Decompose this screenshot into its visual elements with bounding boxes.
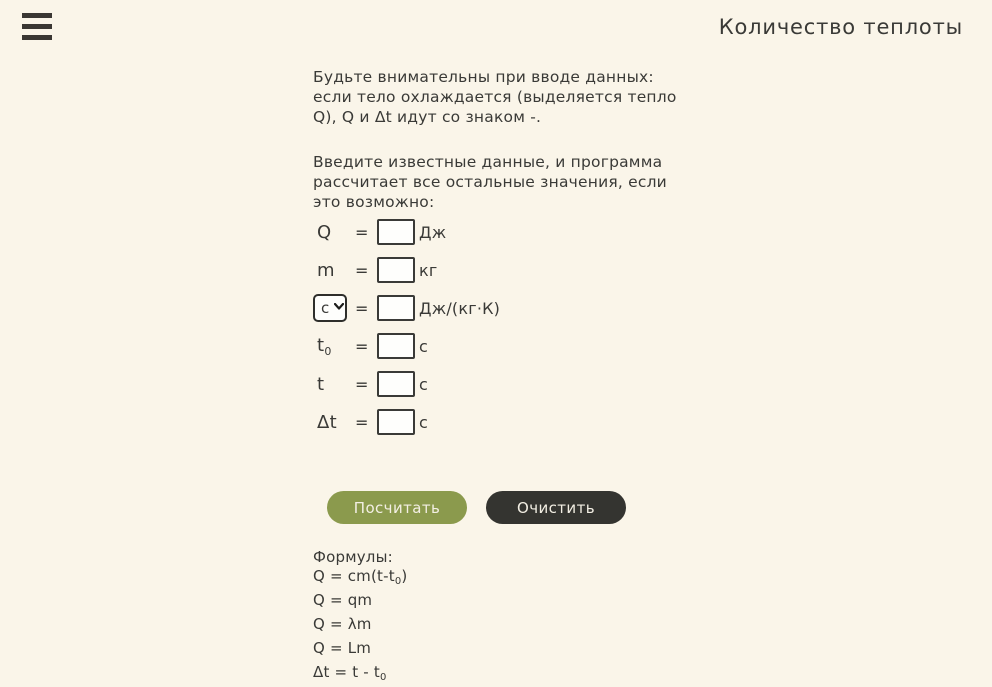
form-row-t0 [313,327,695,365]
formula-line: $\Delta t = t - t_0$ [313,663,387,683]
equals-sign: = [355,222,369,242]
m-label: m [317,259,335,281]
formula-line: Q = qm [313,591,373,609]
form-row-c [313,289,695,327]
formulas-block [313,548,407,687]
instruction-text: Введите известные данные, и программа рассчитает все остальные значения, если это возможно: [313,153,667,211]
menu-button[interactable] [22,13,52,40]
dt-unit: с [419,412,428,432]
t0-label: $t_0$ [317,334,332,358]
t0-unit: с [419,336,428,356]
t-input[interactable] [377,371,415,397]
c-input[interactable] [377,295,415,321]
warning-text: Будьте внимательны при вводе данных: если тело охлаждается (выделяется тепло Q), Q и Δt идут со знаком -. [313,68,677,126]
m-input[interactable] [377,257,415,283]
form-row-m [313,251,695,289]
equals-sign: = [355,412,369,432]
dt-label: Δt [317,411,337,433]
form-row-t [313,365,695,403]
formulas-heading: Формулы: [313,548,393,566]
c-select-wrap [313,294,347,322]
heat-form [313,213,695,441]
clear-button[interactable]: Очистить [486,491,626,524]
m-unit: кг [419,260,438,280]
t0-input[interactable] [377,333,415,359]
form-row-q [313,213,695,251]
equals-sign: = [355,260,369,280]
c-parameter-select[interactable] [313,294,347,322]
c-unit: Дж/(кг·К) [419,298,501,318]
formula-line: Q = λm [313,615,372,633]
q-input[interactable] [377,219,415,245]
form-row-dt [313,403,695,441]
calculate-button[interactable]: Посчитать [327,491,467,524]
equals-sign: = [355,298,369,318]
form-buttons [327,491,626,524]
equals-sign: = [355,374,369,394]
q-unit: Дж [419,222,447,242]
dt-input[interactable] [377,409,415,435]
page-title: Количество теплоты [718,15,963,39]
t-unit: с [419,374,428,394]
t-label: t [317,373,325,395]
equals-sign: = [355,336,369,356]
formula-line: $Q = cm(t-t_0)$ [313,567,408,587]
q-label: Q [317,221,332,243]
formula-line: Q = Lm [313,639,372,657]
